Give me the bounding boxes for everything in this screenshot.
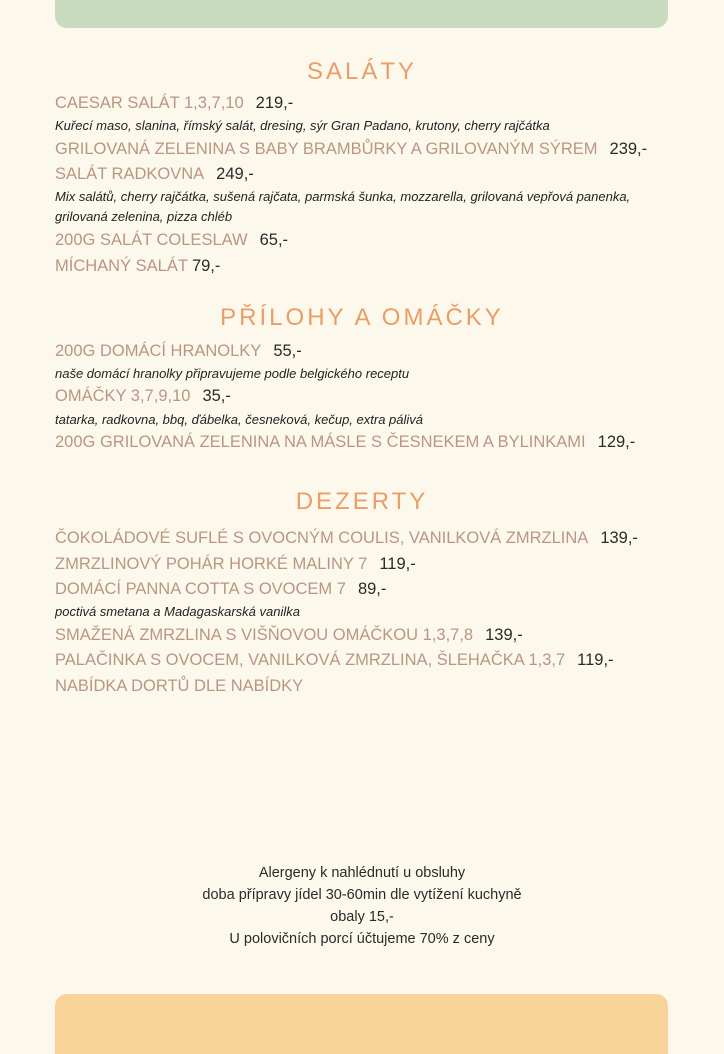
footer-line-allergens: Alergeny k nahlédnutí u obsluhy [258, 865, 466, 881]
footer-line-packaging: obaly 15,- [330, 909, 394, 925]
item-name: DOMÁCÍ PANNA COTTA S OVOCEM 7 [55, 580, 346, 598]
footer-line-half-portions: U polovičních porcí účtujeme 70% z ceny [229, 931, 495, 947]
menu-item [55, 341, 302, 361]
item-name: ČOKOLÁDOVÉ SUFLÉ S OVOCNÝM COULIS, VANILKOVÁ ZMRZLINA [55, 529, 589, 547]
menu-item [55, 256, 220, 276]
item-description: naše domácí hranolky připravujeme podle belgického receptu [55, 366, 410, 381]
menu-item [55, 386, 231, 406]
section-title-salaty: SALÁTY [306, 58, 418, 85]
item-price: 249,- [216, 165, 254, 183]
item-price: 55,- [273, 342, 302, 360]
menu-item [55, 676, 303, 696]
item-name: 200G GRILOVANÁ ZELENINA NA MÁSLE S ČESNEKEM A BYLINKAMI [55, 433, 586, 451]
section-title-prilohy: PŘÍLOHY A OMÁČKY [220, 304, 504, 331]
item-name: 200G SALÁT COLESLAW [55, 231, 248, 249]
section-title-dezerty: DEZERTY [295, 488, 429, 515]
item-price: 139,- [600, 529, 638, 547]
item-price: 35,- [202, 387, 231, 405]
menu-item [55, 164, 254, 184]
item-price: 89,- [357, 580, 387, 598]
footer-notes [0, 862, 724, 950]
item-price: 119,- [577, 651, 614, 669]
menu-item [55, 625, 523, 645]
menu-item [55, 93, 293, 113]
item-price: 119,- [379, 555, 416, 573]
item-price: 129,- [597, 433, 636, 451]
item-name: NABÍDKA DORTŮ DLE NABÍDKY [55, 677, 304, 695]
menu-item [55, 230, 288, 250]
item-name: GRILOVANÁ ZELENINA S BABY BRAMBŮRKY A GRILOVANÝM SÝREM [55, 140, 598, 158]
menu-item [55, 579, 386, 599]
menu-item [55, 432, 635, 452]
item-name: CAESAR SALÁT 1,3,7,10 [55, 94, 244, 112]
bottom-decorative-band [55, 994, 668, 1054]
item-price: 79,- [191, 257, 221, 275]
item-price: 239,- [609, 140, 648, 158]
menu-item [55, 650, 614, 670]
menu-item [55, 528, 638, 548]
item-description: Kuřecí maso, slanina, římský salát, dresing, sýr Gran Padano, krutony, cherry rajčátka [55, 118, 550, 133]
item-price: 219,- [255, 94, 294, 112]
item-description: Mix salátů, cherry rajčátka, sušená rajčata, parmská šunka, mozzarella, grilovaná vepřová panenka, grilovaná zelenina, pizza chléb [55, 189, 631, 224]
item-name: MÍCHANÝ SALÁT [55, 257, 188, 275]
menu-item [55, 554, 416, 574]
item-description: tatarka, radkovna, bbq, ďábelka, česneková, kečup, extra pálivá [55, 412, 424, 427]
item-name: PALAČINKA S OVOCEM, VANILKOVÁ ZMRZLINA, ŠLEHAČKA 1,3,7 [55, 651, 566, 669]
menu-item [55, 139, 647, 159]
footer-line-prep-time: doba přípravy jídel 30-60min dle vytížení kuchyně [202, 887, 522, 903]
item-description: poctivá smetana a Madagaskarská vanilka [55, 604, 300, 619]
item-price: 65,- [259, 231, 289, 249]
top-decorative-band [55, 0, 668, 28]
item-name: ZMRZLINOVÝ POHÁR HORKÉ MALINY 7 [55, 555, 368, 573]
item-name: OMÁČKY 3,7,9,10 [55, 387, 191, 405]
item-price: 139,- [485, 626, 523, 644]
item-name: 200G DOMÁCÍ HRANOLKY [55, 342, 262, 360]
item-name: SMAŽENÁ ZMRZLINA S VIŠŇOVOU OMÁČKOU 1,3,7,8 [55, 626, 474, 644]
item-name: SALÁT RADKOVNA [55, 165, 205, 183]
